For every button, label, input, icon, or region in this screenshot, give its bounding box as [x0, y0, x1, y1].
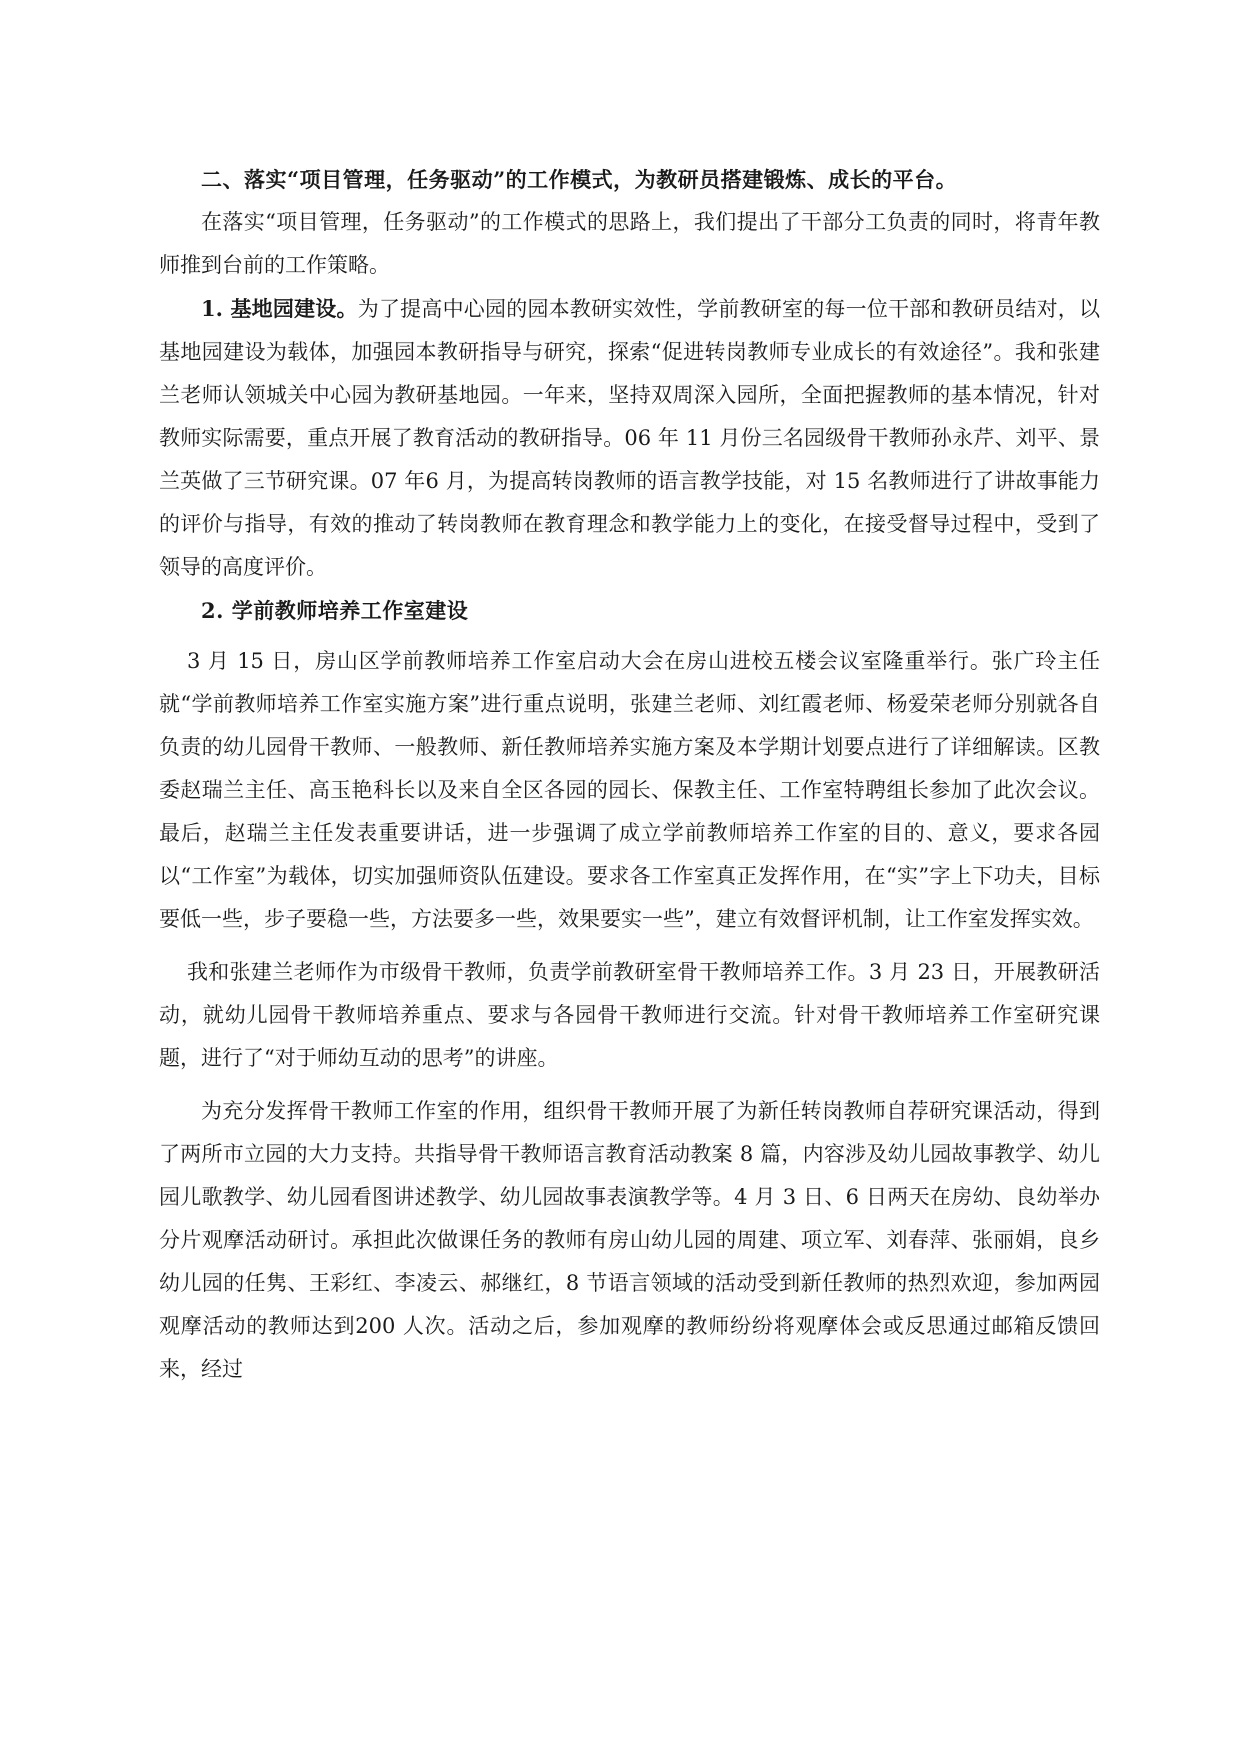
paragraph-c: 为充分发挥骨干教师工作室的作用，组织骨干教师开展了为新任转岗教师自荐研究课活动，得到了两所市立园的大力支持。共指导骨干教师语言教育活动教案 8 篇，内容涉及幼儿园故事教学、幼儿园儿歌教学、幼儿园看图讲述教学、幼儿园故事表演教学等。4 月 3 日、6 日两天在房幼、良幼举办分片观摩活动研讨。承担此次做课任务的教师有房山幼儿园的周建、项立军、刘春萍、张丽娟，良乡幼儿园的任隽、王彩红、李凌云、郝继红，8 节语言领域的活动受到新任教师的热烈欢迎，参加两园观摩活动的教师达到200 人次。活动之后，参加观摩的教师纷纷将观摩体会或反思通过邮箱反馈回来，经过	[159, 1099, 1100, 1381]
document-body	[159, 158, 1100, 1391]
item1-paragraph	[159, 287, 1100, 589]
paragraph-b: 我和张建兰老师作为市级骨干教师，负责学前教研室骨干教师培养工作。3 月 23 日，开展教研活动，就幼儿园骨干教师培养重点、要求与各园骨干教师进行交流。针对骨干教师培养工作室研究课题，进行了“对于师幼互动的思考”的讲座。	[159, 960, 1100, 1070]
paragraph-a: 3 月 15 日，房山区学前教师培养工作室启动大会在房山进校五楼会议室隆重举行。张广玲主任就“学前教师培养工作室实施方案”进行重点说明，张建兰老师、刘红霞老师、杨爱荣老师分别就各自负责的幼儿园骨干教师、一般教师、新任教师培养实施方案及本学期计划要点进行了详细解读。区教委赵瑞兰主任、高玉艳科长以及来自全区各园的园长、保教主任、工作室特聘组长参加了此次会议。最后，赵瑞兰主任发表重要讲话，进一步强调了成立学前教师培养工作室的目的、意义，要求各园以“工作室”为载体，切实加强师资队伍建设。要求各工作室真正发挥作用，在“实”字上下功夫，目标要低一些，步子要稳一些，方法要多一些，效果要实一些”，建立有效督评机制，让工作室发挥实效。	[159, 649, 1100, 931]
item2-title: 2. 学前教师培养工作室建设	[201, 598, 469, 623]
spacer	[159, 632, 1100, 640]
spacer	[159, 941, 1100, 951]
section-heading: 二、落实“项目管理，任务驱动”的工作模式，为教研员搭建锻炼、成长的平台。	[201, 167, 958, 192]
item1-title: 1. 基地园建设。	[201, 296, 358, 321]
intro-paragraph: 在落实“项目管理，任务驱动”的工作模式的思路上，我们提出了干部分工负责的同时，将青年教师推到台前的工作策略。	[159, 210, 1100, 277]
item1-body: 为了提高中心园的园本教研实效性，学前教研室的每一位干部和教研员结对，以基地园建设为载体，加强园本教研指导与研究，探索“促进转岗教师专业成长的有效途径”。我和张建兰老师认领城关中心园为教研基地园。一年来，坚持双周深入园所，全面把握教师的基本情况，针对教师实际需要，重点开展了教育活动的教研指导。06 年 11 月份三名园级骨干教师孙永芹、刘平、景兰英做了三节研究课。07 年6 月，为提高转岗教师的语言教学技能，对 15 名教师进行了讲故事能力的评价与指导，有效的推动了转岗教师在教育理念和教学能力上的变化，在接受督导过程中，受到了领导的高度评价。	[159, 297, 1101, 579]
spacer	[159, 1080, 1100, 1090]
